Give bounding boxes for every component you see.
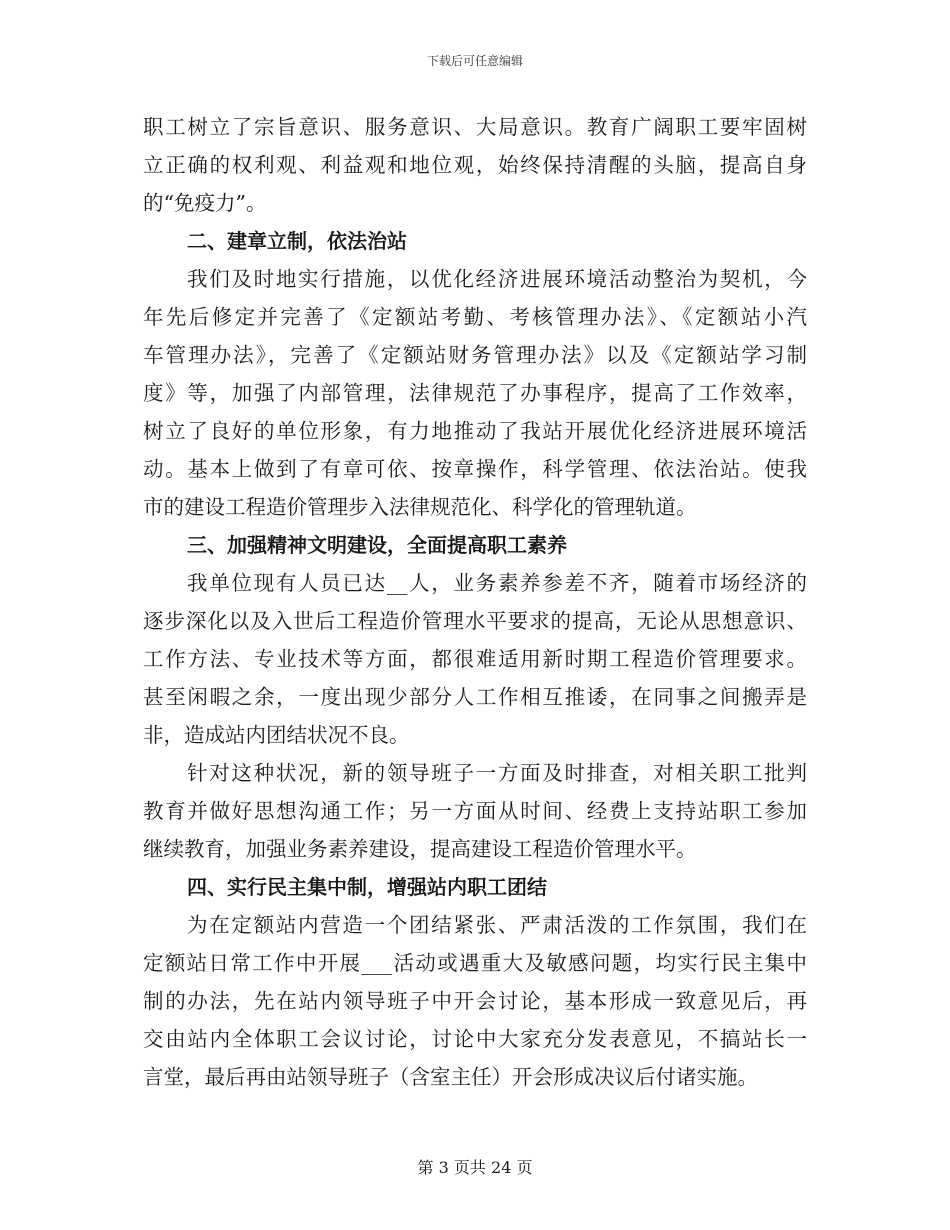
text-line: 为在定额站内营造一个团结紧张、严肃活泼的工作氛围，我们在 (187, 913, 807, 937)
section-heading-3: 三、加强精神文明建设，全面提高职工素养 (187, 533, 567, 557)
paragraph-1 (143, 108, 807, 222)
document-body (143, 108, 807, 1096)
text-line: 职工树立了宗旨意识、服务意识、大局意识。教育广阔职工要牢固树 (143, 115, 807, 139)
text-line: 甚至闲暇之余，一度出现少部分人工作相互推诿，在同事之间搬弄是 (143, 685, 807, 709)
page-suffix: 页 (516, 1158, 533, 1177)
paragraph-2 (143, 260, 807, 526)
text-line: 言堂，最后再由站领导班子（含室主任）开会形成决议后付诸实施。 (143, 1065, 758, 1089)
section-heading-2: 二、建章立制，依法治站 (187, 229, 407, 253)
text-line: 逐步深化以及入世后工程造价管理水平要求的提高，无论从思想意识、 (143, 609, 807, 633)
text-line: 市的建设工程造价管理步入法律规范化、科学化的管理轨道。 (143, 495, 697, 519)
text-line: 立正确的权利观、利益观和地位观，始终保持清醒的头脑，提高自身 (143, 153, 807, 177)
text-line: 的“免疫力”。 (143, 191, 267, 215)
text-line: 我们及时地实行措施，以优化经济进展环境活动整治为契机，今 (187, 267, 807, 291)
text-line: 针对这种状况，新的领导班子一方面及时排查，对相关职工批判 (187, 761, 807, 785)
text-line: 教育并做好思想沟通工作；另一方面从时间、经费上支持站职工参加 (143, 799, 807, 823)
text-line: 度》等，加强了内部管理，法律规范了办事程序，提高了工作效率， (143, 381, 807, 405)
page-number (0, 1155, 950, 1178)
page-middle: 页共 (453, 1158, 486, 1177)
paragraph-4 (143, 754, 807, 868)
page-prefix: 第 (417, 1158, 434, 1177)
paragraph-3 (143, 564, 807, 754)
paragraph-5 (143, 906, 807, 1096)
text-line: 继续教育，加强业务素养建设，提高建设工程造价管理水平。 (143, 837, 697, 861)
page-current: 3 (438, 1158, 449, 1177)
text-line: 交由站内全体职工会议讨论，讨论中大家充分发表意见，不搞站长一 (143, 1027, 807, 1051)
section-heading-4: 四、实行民主集中制，增强站内职工团结 (187, 875, 547, 899)
page-total: 24 (491, 1158, 512, 1177)
text-line: 我单位现有人员已达__人，业务素养参差不齐，随着市场经济的 (187, 571, 807, 595)
header-note: 下载后可任意编辑 (426, 54, 523, 68)
text-line: 定额站日常工作中开展___活动或遇重大及敏感问题，均实行民主集中 (143, 951, 807, 975)
text-line: 非，造成站内团结状况不良。 (143, 723, 410, 747)
text-line: 年先后修定并完善了《定额站考勤、考核管理办法》、《定额站小汽 (143, 305, 807, 329)
text-line: 车管理办法》，完善了《定额站财务管理办法》以及《定额站学习制 (143, 343, 807, 367)
text-line: 动。基本上做到了有章可依、按章操作，科学管理、依法治站。使我 (143, 457, 807, 481)
text-line: 树立了良好的单位形象，有力地推动了我站开展优化经济进展环境活 (143, 419, 807, 443)
text-line: 工作方法、专业技术等方面，都很难适用新时期工程造价管理要求。 (143, 647, 807, 671)
text-line: 制的办法，先在站内领导班子中开会讨论，基本形成一致意见后，再 (143, 989, 807, 1013)
